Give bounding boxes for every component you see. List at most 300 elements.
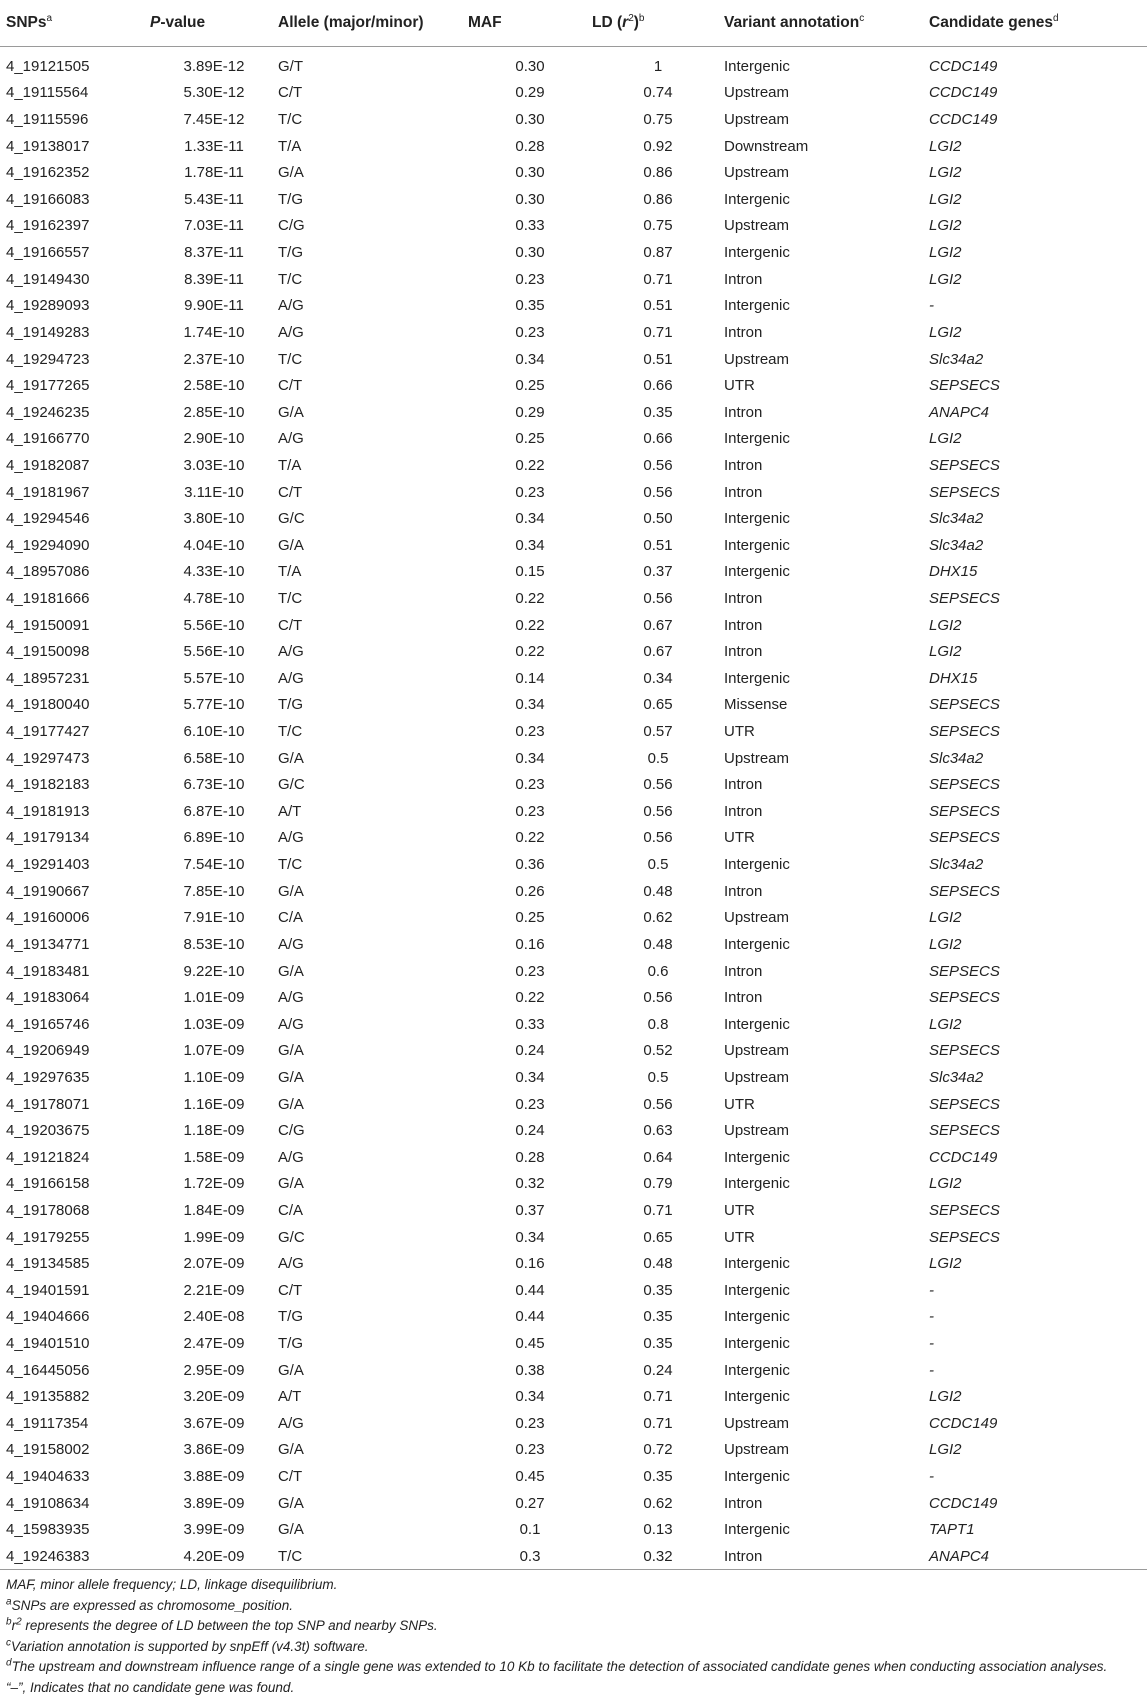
cell-annotation: UTR — [724, 718, 929, 745]
cell-annotation: Upstream — [724, 159, 929, 186]
cell-pvalue: 6.87E-10 — [150, 798, 278, 825]
table-row — [0, 1490, 1147, 1517]
cell-gene: SEPSECS — [929, 878, 1147, 905]
cell-annotation: Intron — [724, 798, 929, 825]
cell-snp: 4_19179134 — [0, 825, 150, 852]
cell-gene: SEPSECS — [929, 958, 1147, 985]
table-row — [0, 1304, 1147, 1331]
cell-gene: LGI2 — [929, 239, 1147, 266]
cell-ld: 1 — [592, 47, 724, 80]
cell-pvalue: 3.88E-09 — [150, 1463, 278, 1490]
cell-ld: 0.57 — [592, 718, 724, 745]
table-row — [0, 239, 1147, 266]
cell-maf: 0.34 — [468, 505, 592, 532]
cell-pvalue: 4.20E-09 — [150, 1543, 278, 1570]
cell-gene: - — [929, 292, 1147, 319]
cell-pvalue: 2.37E-10 — [150, 346, 278, 373]
cell-allele: C/T — [278, 479, 468, 506]
cell-snp: 4_19134585 — [0, 1250, 150, 1277]
cell-annotation: Intergenic — [724, 851, 929, 878]
cell-gene: SEPSECS — [929, 984, 1147, 1011]
cell-maf: 0.23 — [468, 958, 592, 985]
cell-pvalue: 8.53E-10 — [150, 931, 278, 958]
cell-gene: Slc34a2 — [929, 745, 1147, 772]
cell-maf: 0.35 — [468, 292, 592, 319]
cell-ld: 0.48 — [592, 1250, 724, 1277]
cell-snp: 4_19166158 — [0, 1171, 150, 1198]
cell-maf: 0.30 — [468, 106, 592, 133]
cell-maf: 0.25 — [468, 372, 592, 399]
table-row — [0, 1171, 1147, 1198]
cell-pvalue: 5.43E-11 — [150, 186, 278, 213]
cell-pvalue: 1.72E-09 — [150, 1171, 278, 1198]
cell-annotation: Upstream — [724, 745, 929, 772]
cell-allele: T/C — [278, 106, 468, 133]
cell-pvalue: 2.85E-10 — [150, 399, 278, 426]
cell-gene: - — [929, 1330, 1147, 1357]
cell-snp: 4_19181967 — [0, 479, 150, 506]
cell-annotation: Intergenic — [724, 1250, 929, 1277]
table-row — [0, 106, 1147, 133]
table-row — [0, 905, 1147, 932]
cell-pvalue: 2.90E-10 — [150, 426, 278, 453]
table-row — [0, 1038, 1147, 1065]
cell-maf: 0.34 — [468, 692, 592, 719]
cell-snp: 4_19297473 — [0, 745, 150, 772]
cell-ld: 0.35 — [592, 1304, 724, 1331]
cell-allele: A/T — [278, 798, 468, 825]
cell-ld: 0.66 — [592, 372, 724, 399]
cell-ld: 0.51 — [592, 346, 724, 373]
header-snps: SNPs$^a$ — [0, 0, 150, 47]
cell-allele: A/G — [278, 292, 468, 319]
cell-maf: 0.16 — [468, 931, 592, 958]
cell-maf: 0.45 — [468, 1330, 592, 1357]
table-row — [0, 1330, 1147, 1357]
cell-maf: 0.22 — [468, 984, 592, 1011]
cell-annotation: Upstream — [724, 106, 929, 133]
table-row — [0, 665, 1147, 692]
cell-annotation: Upstream — [724, 346, 929, 373]
cell-annotation: UTR — [724, 1197, 929, 1224]
cell-pvalue: 1.10E-09 — [150, 1064, 278, 1091]
cell-annotation: Downstream — [724, 133, 929, 160]
cell-ld: 0.75 — [592, 213, 724, 240]
cell-ld: 0.35 — [592, 1277, 724, 1304]
cell-maf: 0.34 — [468, 745, 592, 772]
cell-pvalue: 9.90E-11 — [150, 292, 278, 319]
cell-allele: G/A — [278, 878, 468, 905]
cell-allele: T/A — [278, 559, 468, 586]
cell-allele: T/C — [278, 266, 468, 293]
cell-gene: LGI2 — [929, 1437, 1147, 1464]
cell-maf: 0.25 — [468, 905, 592, 932]
cell-annotation: Intron — [724, 771, 929, 798]
cell-annotation: Intergenic — [724, 1277, 929, 1304]
cell-maf: 0.28 — [468, 1144, 592, 1171]
cell-snp: 4_19183481 — [0, 958, 150, 985]
table-row — [0, 1277, 1147, 1304]
cell-ld: 0.65 — [592, 1224, 724, 1251]
cell-maf: 0.45 — [468, 1463, 592, 1490]
cell-ld: 0.63 — [592, 1117, 724, 1144]
table-row — [0, 878, 1147, 905]
cell-ld: 0.64 — [592, 1144, 724, 1171]
cell-allele: G/T — [278, 47, 468, 80]
cell-allele: C/T — [278, 1463, 468, 1490]
cell-allele: G/A — [278, 1517, 468, 1544]
cell-annotation: Intergenic — [724, 559, 929, 586]
table-row — [0, 213, 1147, 240]
cell-maf: 0.30 — [468, 186, 592, 213]
table-row — [0, 186, 1147, 213]
cell-ld: 0.56 — [592, 1091, 724, 1118]
table-row — [0, 1011, 1147, 1038]
cell-allele: G/A — [278, 1437, 468, 1464]
table-row — [0, 798, 1147, 825]
cell-gene: LGI2 — [929, 1171, 1147, 1198]
cell-gene: SEPSECS — [929, 372, 1147, 399]
cell-maf: 0.14 — [468, 665, 592, 692]
table-row — [0, 771, 1147, 798]
cell-annotation: Intergenic — [724, 292, 929, 319]
table-row — [0, 1091, 1147, 1118]
cell-pvalue: 1.58E-09 — [150, 1144, 278, 1171]
cell-annotation: Upstream — [724, 905, 929, 932]
cell-ld: 0.71 — [592, 319, 724, 346]
cell-pvalue: 6.73E-10 — [150, 771, 278, 798]
cell-gene: LGI2 — [929, 133, 1147, 160]
cell-ld: 0.71 — [592, 266, 724, 293]
cell-snp: 4_19178068 — [0, 1197, 150, 1224]
cell-maf: 0.34 — [468, 532, 592, 559]
cell-snp: 4_19180040 — [0, 692, 150, 719]
cell-snp: 4_19401591 — [0, 1277, 150, 1304]
cell-gene: SEPSECS — [929, 479, 1147, 506]
cell-snp: 4_19404633 — [0, 1463, 150, 1490]
cell-annotation: Intergenic — [724, 239, 929, 266]
cell-maf: 0.22 — [468, 638, 592, 665]
cell-allele: A/G — [278, 319, 468, 346]
cell-pvalue: 1.78E-11 — [150, 159, 278, 186]
cell-allele: G/A — [278, 399, 468, 426]
cell-annotation: Intron — [724, 319, 929, 346]
cell-maf: 0.23 — [468, 1410, 592, 1437]
table-row — [0, 1197, 1147, 1224]
cell-gene: SEPSECS — [929, 585, 1147, 612]
cell-ld: 0.56 — [592, 825, 724, 852]
cell-annotation: Intron — [724, 984, 929, 1011]
cell-annotation: Intron — [724, 399, 929, 426]
cell-snp: 4_19182087 — [0, 452, 150, 479]
table-row — [0, 638, 1147, 665]
cell-pvalue: 4.33E-10 — [150, 559, 278, 586]
cell-ld: 0.75 — [592, 106, 724, 133]
table-row — [0, 931, 1147, 958]
cell-maf: 0.36 — [468, 851, 592, 878]
cell-pvalue: 2.07E-09 — [150, 1250, 278, 1277]
cell-gene: SEPSECS — [929, 1038, 1147, 1065]
cell-allele: T/C — [278, 346, 468, 373]
cell-allele: A/G — [278, 1410, 468, 1437]
cell-maf: 0.33 — [468, 213, 592, 240]
cell-maf: 0.28 — [468, 133, 592, 160]
cell-annotation: Intergenic — [724, 1171, 929, 1198]
table-row — [0, 292, 1147, 319]
cell-pvalue: 5.57E-10 — [150, 665, 278, 692]
cell-allele: C/G — [278, 213, 468, 240]
cell-allele: T/C — [278, 851, 468, 878]
cell-allele: A/G — [278, 1011, 468, 1038]
cell-snp: 4_19134771 — [0, 931, 150, 958]
table-row — [0, 346, 1147, 373]
cell-ld: 0.34 — [592, 665, 724, 692]
cell-pvalue: 1.03E-09 — [150, 1011, 278, 1038]
cell-ld: 0.5 — [592, 745, 724, 772]
cell-maf: 0.34 — [468, 1224, 592, 1251]
cell-gene: CCDC149 — [929, 1144, 1147, 1171]
cell-annotation: Intron — [724, 266, 929, 293]
cell-pvalue: 7.91E-10 — [150, 905, 278, 932]
cell-pvalue: 2.21E-09 — [150, 1277, 278, 1304]
cell-maf: 0.25 — [468, 426, 592, 453]
cell-annotation: Intron — [724, 452, 929, 479]
cell-annotation: Intron — [724, 958, 929, 985]
cell-snp: 4_19108634 — [0, 1490, 150, 1517]
cell-gene: SEPSECS — [929, 1117, 1147, 1144]
cell-gene: DHX15 — [929, 665, 1147, 692]
cell-snp: 4_19121824 — [0, 1144, 150, 1171]
cell-gene: - — [929, 1304, 1147, 1331]
cell-annotation: Intergenic — [724, 931, 929, 958]
cell-gene: SEPSECS — [929, 1091, 1147, 1118]
cell-snp: 4_18957231 — [0, 665, 150, 692]
header-pvalue: P-value — [150, 0, 278, 47]
table-row — [0, 319, 1147, 346]
cell-pvalue: 3.89E-09 — [150, 1490, 278, 1517]
cell-snp: 4_19401510 — [0, 1330, 150, 1357]
table-body — [0, 47, 1147, 1570]
cell-annotation: Missense — [724, 692, 929, 719]
cell-maf: 0.23 — [468, 479, 592, 506]
cell-allele: G/A — [278, 1490, 468, 1517]
cell-pvalue: 3.11E-10 — [150, 479, 278, 506]
cell-annotation: Upstream — [724, 1064, 929, 1091]
cell-gene: DHX15 — [929, 559, 1147, 586]
table-row — [0, 984, 1147, 1011]
cell-allele: A/G — [278, 931, 468, 958]
cell-gene: LGI2 — [929, 612, 1147, 639]
cell-gene: LGI2 — [929, 426, 1147, 453]
cell-gene: LGI2 — [929, 159, 1147, 186]
cell-allele: G/A — [278, 745, 468, 772]
cell-ld: 0.35 — [592, 399, 724, 426]
cell-ld: 0.56 — [592, 585, 724, 612]
cell-snp: 4_19162352 — [0, 159, 150, 186]
cell-allele: A/G — [278, 426, 468, 453]
cell-snp: 4_19149430 — [0, 266, 150, 293]
cell-ld: 0.35 — [592, 1463, 724, 1490]
cell-pvalue: 1.74E-10 — [150, 319, 278, 346]
cell-ld: 0.37 — [592, 559, 724, 586]
cell-annotation: Upstream — [724, 1117, 929, 1144]
cell-ld: 0.67 — [592, 612, 724, 639]
cell-allele: C/G — [278, 1117, 468, 1144]
cell-snp: 4_15983935 — [0, 1517, 150, 1544]
header-row — [0, 0, 1147, 47]
cell-pvalue: 7.03E-11 — [150, 213, 278, 240]
cell-pvalue: 3.99E-09 — [150, 1517, 278, 1544]
cell-ld: 0.56 — [592, 984, 724, 1011]
cell-pvalue: 5.30E-12 — [150, 80, 278, 107]
cell-ld: 0.56 — [592, 479, 724, 506]
cell-pvalue: 3.89E-12 — [150, 47, 278, 80]
footnotes — [6, 1575, 1141, 1698]
cell-maf: 0.38 — [468, 1357, 592, 1384]
cell-ld: 0.71 — [592, 1383, 724, 1410]
cell-ld: 0.8 — [592, 1011, 724, 1038]
cell-snp: 4_19404666 — [0, 1304, 150, 1331]
cell-gene: ANAPC4 — [929, 399, 1147, 426]
cell-maf: 0.29 — [468, 399, 592, 426]
cell-allele: A/G — [278, 638, 468, 665]
cell-snp: 4_19166083 — [0, 186, 150, 213]
cell-maf: 0.15 — [468, 559, 592, 586]
cell-snp: 4_18957086 — [0, 559, 150, 586]
cell-maf: 0.24 — [468, 1038, 592, 1065]
cell-annotation: Intron — [724, 479, 929, 506]
cell-allele: G/A — [278, 1171, 468, 1198]
cell-annotation: Upstream — [724, 1038, 929, 1065]
cell-pvalue: 7.85E-10 — [150, 878, 278, 905]
cell-pvalue: 5.56E-10 — [150, 612, 278, 639]
table-row — [0, 1383, 1147, 1410]
cell-maf: 0.34 — [468, 1064, 592, 1091]
cell-annotation: Intergenic — [724, 1517, 929, 1544]
cell-allele: G/A — [278, 1357, 468, 1384]
cell-allele: T/C — [278, 1543, 468, 1570]
cell-ld: 0.92 — [592, 133, 724, 160]
cell-snp: 4_19115596 — [0, 106, 150, 133]
header-maf: MAF — [468, 0, 592, 47]
cell-ld: 0.56 — [592, 771, 724, 798]
cell-allele: T/C — [278, 718, 468, 745]
cell-snp: 4_19179255 — [0, 1224, 150, 1251]
cell-snp: 4_19166770 — [0, 426, 150, 453]
cell-ld: 0.86 — [592, 186, 724, 213]
cell-maf: 0.23 — [468, 319, 592, 346]
cell-allele: A/G — [278, 984, 468, 1011]
cell-snp: 4_19117354 — [0, 1410, 150, 1437]
cell-ld: 0.50 — [592, 505, 724, 532]
header-annotation: Variant annotation$^c$ — [724, 0, 929, 47]
cell-allele: A/G — [278, 665, 468, 692]
table-row — [0, 159, 1147, 186]
cell-gene: - — [929, 1463, 1147, 1490]
cell-snp: 4_19166557 — [0, 239, 150, 266]
cell-annotation: Intron — [724, 612, 929, 639]
table-row — [0, 1144, 1147, 1171]
cell-gene: LGI2 — [929, 1383, 1147, 1410]
cell-ld: 0.5 — [592, 851, 724, 878]
cell-snp: 4_19158002 — [0, 1437, 150, 1464]
table-row — [0, 612, 1147, 639]
cell-maf: 0.26 — [468, 878, 592, 905]
footnote-b: $^br^2$ represents the degree of LD between the top SNP and nearby SNPs. — [6, 1616, 1141, 1637]
cell-annotation: UTR — [724, 825, 929, 852]
cell-allele: T/G — [278, 186, 468, 213]
cell-snp: 4_19294546 — [0, 505, 150, 532]
cell-ld: 0.66 — [592, 426, 724, 453]
cell-snp: 4_19165746 — [0, 1011, 150, 1038]
table-row — [0, 1117, 1147, 1144]
cell-annotation: UTR — [724, 372, 929, 399]
cell-ld: 0.48 — [592, 878, 724, 905]
table-row — [0, 718, 1147, 745]
cell-allele: G/A — [278, 159, 468, 186]
cell-gene: Slc34a2 — [929, 505, 1147, 532]
cell-annotation: Intergenic — [724, 186, 929, 213]
cell-annotation: Intergenic — [724, 1330, 929, 1357]
table-row — [0, 452, 1147, 479]
cell-allele: C/A — [278, 905, 468, 932]
cell-pvalue: 5.77E-10 — [150, 692, 278, 719]
cell-ld: 0.48 — [592, 931, 724, 958]
cell-allele: T/A — [278, 133, 468, 160]
cell-gene: TAPT1 — [929, 1517, 1147, 1544]
table-row — [0, 266, 1147, 293]
table-row — [0, 505, 1147, 532]
cell-snp: 4_19206949 — [0, 1038, 150, 1065]
table-row — [0, 426, 1147, 453]
cell-pvalue: 7.45E-12 — [150, 106, 278, 133]
cell-allele: T/G — [278, 1330, 468, 1357]
table-row — [0, 1064, 1147, 1091]
table-row — [0, 399, 1147, 426]
cell-annotation: Intron — [724, 638, 929, 665]
cell-allele: T/C — [278, 585, 468, 612]
cell-snp: 4_19181913 — [0, 798, 150, 825]
cell-snp: 4_19297635 — [0, 1064, 150, 1091]
cell-pvalue: 5.56E-10 — [150, 638, 278, 665]
cell-gene: CCDC149 — [929, 80, 1147, 107]
cell-allele: C/T — [278, 372, 468, 399]
cell-gene: LGI2 — [929, 319, 1147, 346]
cell-gene: ANAPC4 — [929, 1543, 1147, 1570]
cell-ld: 0.13 — [592, 1517, 724, 1544]
cell-annotation: Intergenic — [724, 1144, 929, 1171]
cell-allele: A/G — [278, 1144, 468, 1171]
cell-pvalue: 3.03E-10 — [150, 452, 278, 479]
table-row — [0, 585, 1147, 612]
table-row — [0, 958, 1147, 985]
cell-ld: 0.5 — [592, 1064, 724, 1091]
table-bottom-rule — [0, 1569, 1147, 1570]
cell-annotation: Intergenic — [724, 1304, 929, 1331]
footnote-a: $^a$SNPs are expressed as chromosome_position. — [6, 1596, 1141, 1617]
cell-gene: LGI2 — [929, 638, 1147, 665]
cell-ld: 0.51 — [592, 532, 724, 559]
cell-maf: 0.23 — [468, 798, 592, 825]
cell-maf: 0.37 — [468, 1197, 592, 1224]
cell-pvalue: 9.22E-10 — [150, 958, 278, 985]
cell-gene: SEPSECS — [929, 1224, 1147, 1251]
cell-gene: Slc34a2 — [929, 346, 1147, 373]
cell-maf: 0.44 — [468, 1277, 592, 1304]
cell-annotation: Intergenic — [724, 532, 929, 559]
table-row — [0, 1463, 1147, 1490]
cell-pvalue: 7.54E-10 — [150, 851, 278, 878]
